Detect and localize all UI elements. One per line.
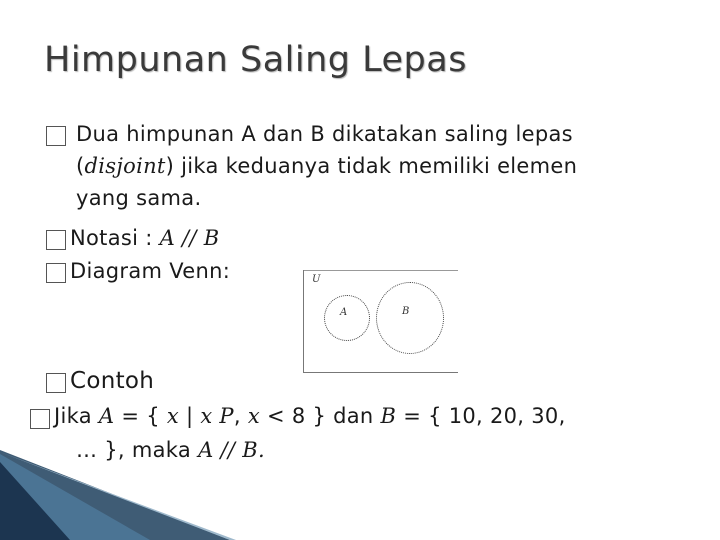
- bullet-box-icon: [46, 373, 66, 393]
- example-set-b: B: [380, 404, 397, 428]
- example-var-x2: x: [247, 404, 260, 428]
- bullet-definition-line2: [76, 152, 577, 180]
- bullet-definition-line3: yang sama.: [76, 186, 202, 210]
- example-b-values: = { 10, 20, 30,: [396, 404, 566, 428]
- bullet-example-line1: [54, 402, 566, 430]
- example-x-p: x P: [200, 404, 234, 428]
- set-a-label: A: [340, 307, 348, 318]
- example-set-a: A: [98, 404, 115, 428]
- bullet-box-icon: [30, 409, 50, 429]
- universe-label: U: [312, 274, 321, 285]
- bullet-definition-line1: Dua himpunan A dan B dikatakan saling lepas: [76, 122, 573, 146]
- bullet-box-icon: [46, 263, 66, 283]
- decorative-swoosh: [0, 450, 720, 540]
- bullet-box-icon: [46, 230, 66, 250]
- example-comma: ,: [233, 404, 248, 428]
- bullet-contoh: Contoh: [70, 368, 155, 394]
- bullet-venn-label: Diagram Venn:: [70, 259, 231, 283]
- disjoint-term: disjoint: [84, 154, 166, 178]
- bullet-notation: [70, 224, 219, 252]
- set-b-circle: [376, 282, 444, 354]
- example-lt-8: < 8 } dan: [259, 404, 381, 428]
- venn-diagram: [303, 270, 458, 373]
- example-maka: … }, maka: [76, 438, 199, 462]
- slide-title: Himpunan Saling Lepas: [44, 40, 467, 80]
- notation-expression: A // B: [159, 226, 220, 250]
- set-b-label: B: [402, 306, 410, 317]
- example-var-x: x: [166, 404, 179, 428]
- definition-rest: ) jika keduanya tidak memiliki elemen: [165, 154, 578, 178]
- example-conclusion: A // B.: [198, 438, 265, 462]
- set-a-circle: [324, 295, 370, 341]
- bullet-box-icon: [46, 126, 66, 146]
- example-eq-open: = {: [114, 404, 167, 428]
- example-bar: |: [178, 404, 201, 428]
- example-jika: Jika: [54, 404, 99, 428]
- paren-open: (: [76, 154, 85, 178]
- venn-top-border: [304, 270, 458, 271]
- notation-label: Notasi :: [70, 226, 160, 250]
